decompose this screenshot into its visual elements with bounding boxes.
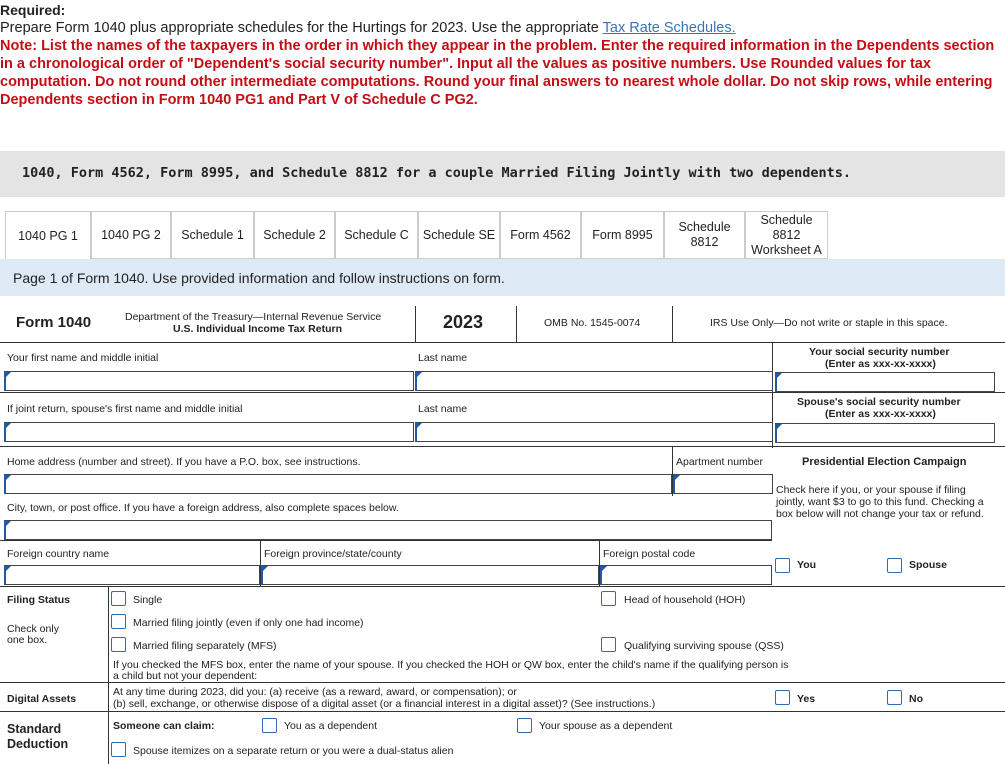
first-name-input[interactable] — [4, 371, 414, 391]
digital-assets-no-checkbox[interactable] — [887, 690, 902, 705]
check-only-label: Check only — [7, 623, 59, 635]
tax-year: 2023 — [443, 312, 484, 332]
spouse-last-name-input[interactable] — [415, 422, 773, 442]
apartment-number-input[interactable] — [673, 474, 773, 494]
spouse-ssn-label: Spouse's social security number — [797, 396, 961, 408]
foreign-country-input[interactable] — [4, 565, 260, 585]
tab-form-8995[interactable]: Form 8995 — [581, 211, 664, 259]
digital-assets-no-label: No — [909, 693, 923, 705]
one-box-label: one box. — [7, 634, 48, 646]
pec-you-label: You — [797, 559, 817, 571]
dept-line1: Department of the Treasury—Internal Revenue Service — [125, 311, 382, 323]
someone-can-claim-label: Someone can claim: — [113, 720, 215, 732]
foreign-province-label: Foreign province/state/county — [264, 548, 402, 560]
pec-text: Check here if you, or your spouse if filing jointly, want $3 to go to this fund. Checking a box below will not change your tax or refund. — [776, 484, 984, 520]
page-instruction: Page 1 of Form 1040. Use provided information and follow instructions on form. — [13, 270, 505, 286]
spouse-ssn-hint: (Enter as xxx-xx-xxxx) — [825, 408, 936, 420]
city-label: City, town, or post office. If you have a foreign address, also complete spaces below. — [7, 502, 399, 514]
tab-schedule-8812-worksheet-a[interactable]: Schedule 8812 Worksheet A — [745, 211, 828, 259]
filing-qss-checkbox[interactable] — [601, 637, 616, 652]
spouse-first-name-input[interactable] — [4, 422, 414, 442]
assignment-banner — [0, 151, 1005, 197]
pec-spouse-checkbox[interactable] — [887, 558, 902, 573]
filing-qss-label: Qualifying surviving spouse (QSS) — [624, 640, 784, 652]
tab-schedule-se[interactable]: Schedule SE — [418, 211, 500, 259]
ssn-input[interactable] — [775, 372, 995, 392]
tax-rate-schedules-link[interactable]: Tax Rate Schedules. — [602, 20, 736, 36]
required-heading: Required: — [0, 2, 66, 18]
page-instruction-strip — [0, 259, 1005, 296]
tab-schedule-c[interactable]: Schedule C — [335, 211, 418, 259]
required-instructions — [0, 19, 1000, 109]
foreign-country-label: Foreign country name — [7, 548, 110, 560]
home-address-input[interactable] — [4, 474, 672, 494]
tab-schedule-1[interactable]: Schedule 1 — [171, 211, 254, 259]
ssn-hint: (Enter as xxx-xx-xxxx) — [825, 358, 936, 370]
required-intro: Prepare Form 1040 plus appropriate schedules for the Hurtings for 2023. Use the appropriate — [0, 20, 603, 36]
spouse-last-name-label: Last name — [418, 403, 468, 415]
apartment-number-label: Apartment number — [676, 456, 763, 468]
foreign-postal-input[interactable] — [600, 565, 772, 585]
irs-use-only: IRS Use Only—Do not write or staple in this space. — [710, 317, 948, 329]
last-name-label: Last name — [418, 352, 468, 364]
digital-assets-yes-label: Yes — [797, 693, 816, 705]
digital-assets-label: Digital Assets — [7, 693, 77, 705]
spouse-itemizes-checkbox[interactable] — [111, 742, 126, 757]
filing-mfs-checkbox[interactable] — [111, 637, 126, 652]
omb-number: OMB No. 1545-0074 — [544, 317, 641, 329]
spouse-as-dependent-label: Your spouse as a dependent — [539, 720, 673, 732]
filing-hoh-label: Head of household (HOH) — [624, 594, 746, 606]
tab-1040-pg1[interactable]: 1040 PG 1 — [5, 211, 91, 260]
filing-status-label: Filing Status — [7, 594, 70, 606]
digital-assets-question1: At any time during 2023, did you: (a) receive (as a reward, award, or compensation); or — [113, 686, 517, 698]
last-name-input[interactable] — [415, 371, 773, 391]
city-input[interactable] — [4, 520, 772, 540]
pec-spouse-label: Spouse — [909, 559, 947, 571]
spouse-itemizes-label: Spouse itemizes on a separate return or you were a dual-status alien — [133, 745, 454, 757]
pec-title: Presidential Election Campaign — [802, 456, 967, 468]
spouse-as-dependent-checkbox[interactable] — [517, 718, 532, 733]
dept-line2: U.S. Individual Income Tax Return — [173, 323, 342, 335]
home-address-label: Home address (number and street). If you have a P.O. box, see instructions. — [7, 456, 361, 468]
spouse-ssn-input[interactable] — [775, 423, 995, 443]
filing-mfs-label: Married filing separately (MFS) — [133, 640, 277, 652]
foreign-province-input[interactable] — [261, 565, 599, 585]
tab-schedule-2[interactable]: Schedule 2 — [254, 211, 335, 259]
you-as-dependent-label: You as a dependent — [284, 720, 378, 732]
filing-single-label: Single — [133, 594, 163, 606]
pec-you-checkbox[interactable] — [775, 558, 790, 573]
tab-schedule-8812[interactable]: Schedule 8812 — [664, 211, 745, 259]
digital-assets-question2: (b) sell, exchange, or otherwise dispose of a digital asset (or a financial interest in a digital asset)? (See instructions.) — [113, 698, 656, 710]
tab-1040-pg2[interactable]: 1040 PG 2 — [91, 211, 171, 259]
form-1040-page1 — [0, 296, 1005, 764]
tab-form-4562[interactable]: Form 4562 — [500, 211, 581, 259]
standard-deduction-label-1: Standard — [7, 722, 62, 736]
filing-mfj-checkbox[interactable] — [111, 614, 126, 629]
ssn-label: Your social security number — [809, 346, 950, 358]
digital-assets-yes-checkbox[interactable] — [775, 690, 790, 705]
first-name-label: Your first name and middle initial — [7, 352, 159, 364]
filing-hoh-checkbox[interactable] — [601, 591, 616, 606]
banner-text: 1040, Form 4562, Form 8995, and Schedule 8812 for a couple Married Filing Jointly with two dependents. — [22, 165, 852, 181]
spouse-first-name-label: If joint return, spouse's first name and middle initial — [7, 403, 243, 415]
form-name: Form 1040 — [16, 314, 92, 331]
you-as-dependent-checkbox[interactable] — [262, 718, 277, 733]
filing-mfj-label: Married filing jointly (even if only one had income) — [133, 617, 364, 629]
foreign-postal-label: Foreign postal code — [603, 548, 696, 560]
standard-deduction-label-2: Deduction — [7, 737, 69, 751]
mfs-note-line2: a child but not your dependent: — [113, 670, 258, 682]
filing-single-checkbox[interactable] — [111, 591, 126, 606]
required-note: Note: List the names of the taxpayers in the order in which they appear in the problem. Enter the required information in the Dependents section in a chronological order of "Dependent's social security number". Input all the values as positive numbers. Use Rounded values for tax computation. Do not round other intermediate computations. Round your final answers to nearest whole dollar. Do not skip rows, while entering Dependents section in Form 1040 PG1 and Part V of Schedule C PG2. — [0, 38, 995, 108]
mfs-note-line1: If you checked the MFS box, enter the name of your spouse. If you checked the HOH or QW box, enter the child's name if the qualifying person is — [113, 659, 789, 671]
